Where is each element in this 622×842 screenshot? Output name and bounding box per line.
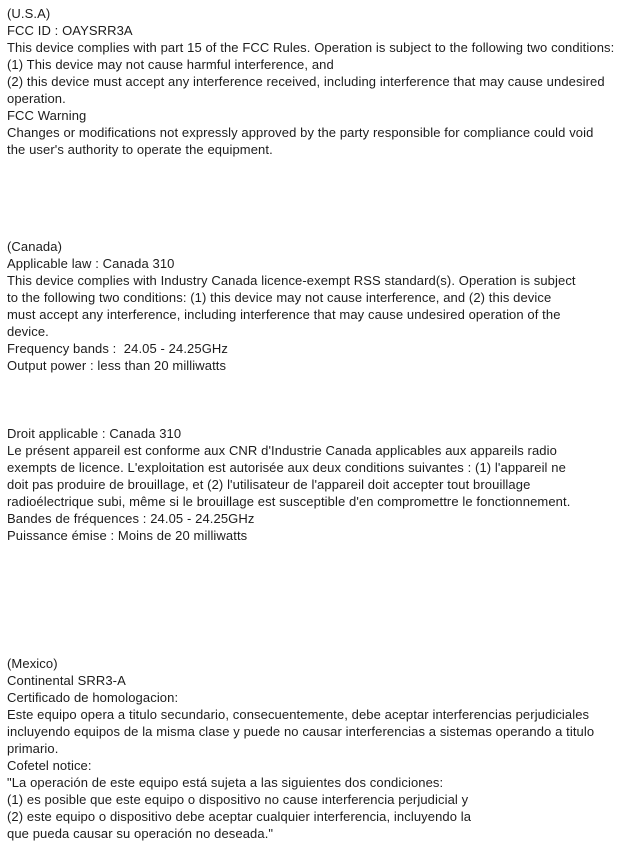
section-heading-line: (Canada) <box>7 239 62 254</box>
text-line: Applicable law : Canada 310 <box>7 256 175 271</box>
text-line: This device complies with part 15 of the FCC Rules. Operation is subject to the following two conditions: <box>7 40 615 55</box>
section-usa-fcc-notice <box>7 5 622 158</box>
text-line: FCC ID : OAYSRR3A <box>7 23 133 38</box>
text-line: the user's authority to operate the equipment. <box>7 142 273 157</box>
text-line: radioélectrique subi, même si le brouillage est susceptible d'en compromettre le fonctionnement. <box>7 494 571 509</box>
section-heading-line: (Mexico) <box>7 656 58 671</box>
text-line: (1) This device may not cause harmful interference, and <box>7 57 334 72</box>
text-line: FCC Warning <box>7 108 87 123</box>
text-line: Changes or modifications not expressly approved by the party responsible for compliance could void <box>7 125 594 140</box>
text-line: Le présent appareil est conforme aux CNR d'Industrie Canada applicables aux appareils radio <box>7 443 557 458</box>
text-line: to the following two conditions: (1) this device may not cause interference, and (2) this device <box>7 290 552 305</box>
section-heading-line: (U.S.A) <box>7 6 51 21</box>
text-line: primario. <box>7 741 59 756</box>
text-line: Certificado de homologacion: <box>7 690 179 705</box>
text-line: Cofetel notice: <box>7 758 92 773</box>
text-line: doit pas produire de brouillage, et (2) l'utilisateur de l'appareil doit accepter tout brouillage <box>7 477 531 492</box>
text-line: incluyendo equipos de la misma clase y puede no causar interferencias a sistemas operando a titulo <box>7 724 595 739</box>
text-line: must accept any interference, including interference that may cause undesired operation of the <box>7 307 561 322</box>
text-line: (2) este equipo o dispositivo debe aceptar cualquier interferencia, incluyendo la <box>7 809 472 824</box>
section-heading-line: Droit applicable : Canada 310 <box>7 426 182 441</box>
text-line: Output power : less than 20 milliwatts <box>7 358 227 373</box>
text-line: Continental SRR3-A <box>7 673 126 688</box>
text-line: "La operación de este equipo está sujeta a las siguientes dos condiciones: <box>7 775 444 790</box>
text-line: device. <box>7 324 49 339</box>
text-line: Frequency bands : 24.05 - 24.25GHz <box>7 341 229 356</box>
text-line: Puissance émise : Moins de 20 milliwatts <box>7 528 248 543</box>
text-line: operation. <box>7 91 66 106</box>
text-line: This device complies with Industry Canada licence-exempt RSS standard(s). Operation is subject <box>7 273 576 288</box>
text-line: Este equipo opera a titulo secundario, consecuentemente, debe aceptar interferencias perjudiciales <box>7 707 590 722</box>
section-mexico-cofetel-notice <box>7 655 622 842</box>
text-line: exempts de licence. L'exploitation est autorisée aux deux conditions suivantes : (1) l'appareil ne <box>7 460 566 475</box>
text-line: Bandes de fréquences : 24.05 - 24.25GHz <box>7 511 255 526</box>
section-canada-french-notice <box>7 425 622 544</box>
section-canada-english-notice <box>7 238 622 374</box>
text-line: (2) this device must accept any interference received, including interference that may cause undesired <box>7 74 605 89</box>
text-line: (1) es posible que este equipo o dispositivo no cause interferencia perjudicial y <box>7 792 469 807</box>
text-line: que pueda causar su operación no deseada." <box>7 826 274 841</box>
